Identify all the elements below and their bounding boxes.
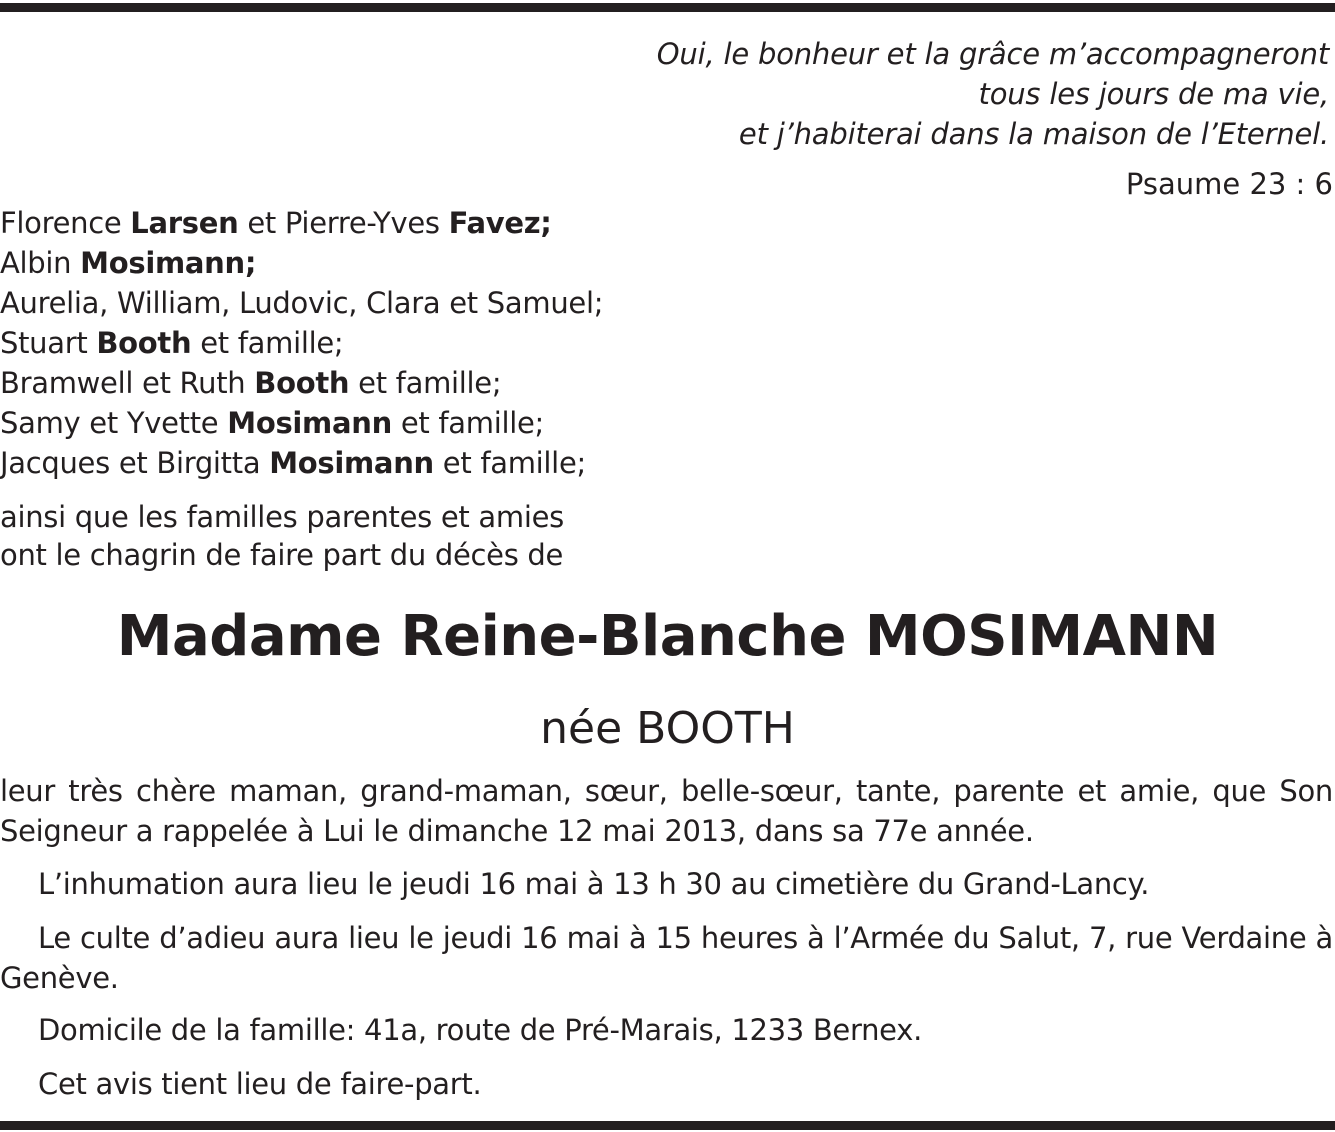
relation-paragraph: leur très chère maman, grand-maman, sœur, belle-sœur, tante, parente et amie, que Son Seigneur a rappelée à Lui le dimanche 12 mai 2013, dans sa 77e année. <box>0 774 1333 848</box>
mourner-text: Florence <box>0 206 131 240</box>
bottom-border-rule <box>0 1121 1335 1130</box>
deceased-name: Madame Reine-Blanche MOSIMANN <box>116 604 1219 669</box>
verse-line-3: et j’habiterai dans la maison de l’Eternel. <box>738 117 1329 151</box>
mourner-text: Stuart <box>0 326 97 360</box>
mourner-text: Samy et Yvette <box>0 406 228 440</box>
mourner-text: et famille; <box>433 446 586 480</box>
mourner-text: Jacques et Birgitta <box>0 446 270 480</box>
verse-line-2: tous les jours de ma vie, <box>978 77 1329 111</box>
mourner-text: Albin <box>0 246 81 280</box>
intro-line-2: ont le chagrin de faire part du décès de <box>0 538 564 572</box>
mourner-line <box>0 283 603 323</box>
mourner-text: et famille; <box>191 326 344 360</box>
mourner-surname: Larsen <box>130 206 239 240</box>
mourner-line <box>0 203 603 243</box>
mourners-list <box>0 203 603 483</box>
announcement-intro <box>0 498 564 574</box>
service-paragraph: Le culte d’adieu aura lieu le jeudi 16 mai à 15 heures à l’Armée du Salut, 7, rue Verdaine à Genève. <box>0 921 1333 995</box>
burial-paragraph: L’inhumation aura lieu le jeudi 16 mai à 13 h 30 au cimetière du Grand-Lancy. <box>38 867 1150 901</box>
scripture-verse <box>657 34 1329 154</box>
top-border-rule <box>0 3 1335 12</box>
mourner-line <box>0 443 603 483</box>
mourner-text: Aurelia, William, Ludovic, Clara et Samuel; <box>0 286 604 320</box>
verse-reference: Psaume 23 : 6 <box>1125 167 1333 201</box>
mourner-surname: Booth <box>96 326 192 360</box>
mourner-surname: Mosimann <box>227 406 392 440</box>
verse-line-1: Oui, le bonheur et la grâce m’accompagneront <box>656 37 1329 71</box>
domicile-paragraph: Domicile de la famille: 41a, route de Pré-Marais, 1233 Bernex. <box>38 1013 922 1047</box>
notice-paragraph: Cet avis tient lieu de faire-part. <box>38 1067 482 1101</box>
mourner-line <box>0 243 603 283</box>
mourner-text: et Pierre-Yves <box>238 206 449 240</box>
mourner-surname: Favez; <box>448 206 552 240</box>
mourner-surname: Mosimann; <box>80 246 257 280</box>
mourner-text: et famille; <box>349 366 502 400</box>
mourner-text: et famille; <box>391 406 545 440</box>
maiden-name: née BOOTH <box>540 703 795 754</box>
intro-line-1: ainsi que les familles parentes et amies <box>0 500 564 534</box>
mourner-surname: Booth <box>254 366 350 400</box>
mourner-line <box>0 403 603 443</box>
mourner-text: Bramwell et Ruth <box>0 366 255 400</box>
mourner-line <box>0 363 603 403</box>
mourner-surname: Mosimann <box>269 446 434 480</box>
mourner-line <box>0 323 603 363</box>
